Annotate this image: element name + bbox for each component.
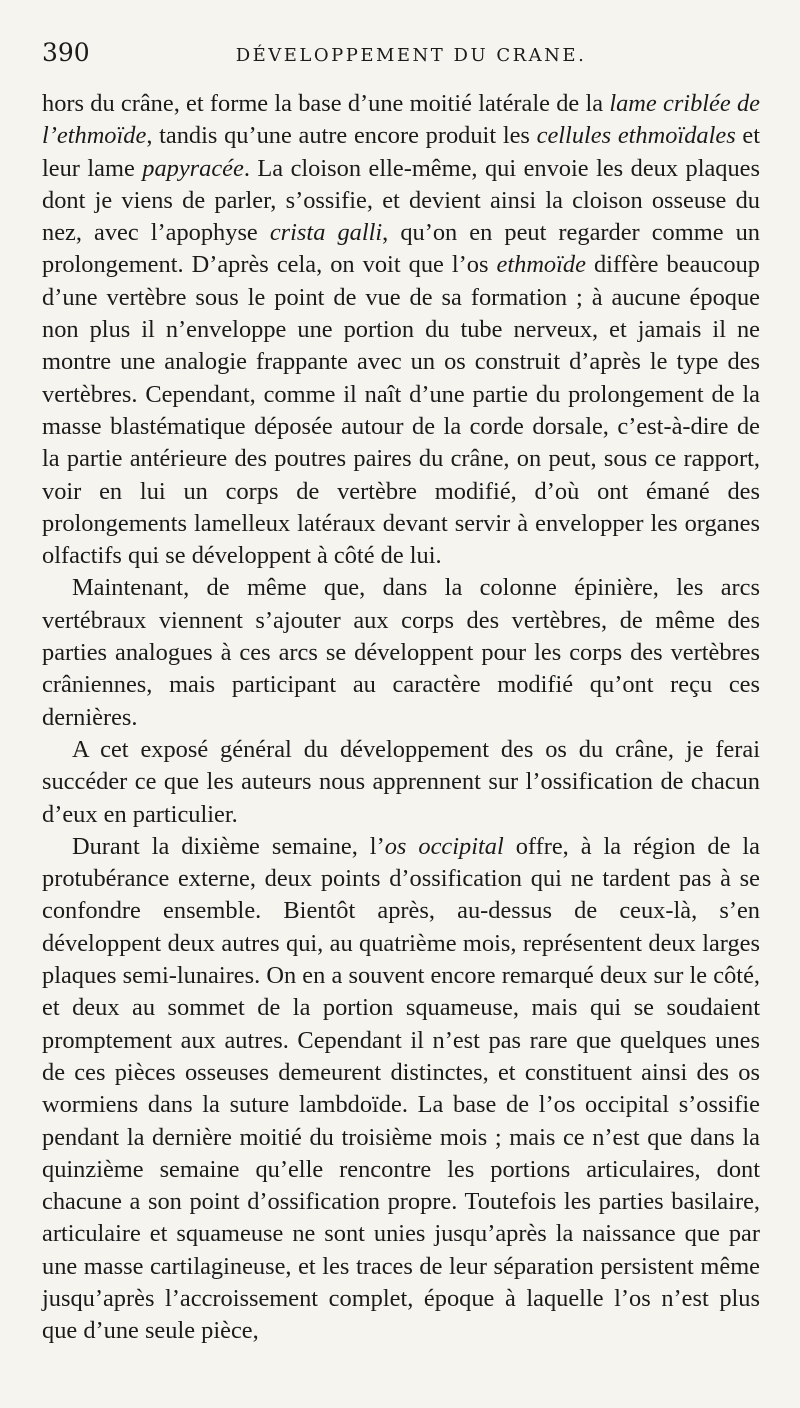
- text-run: offre, à la région de la protubérance externe, deux points d’ossification qui ne tardent pas à se confondre ensemble. Bientôt après, au-dessus de ceux-là, s’en développent deux autres qui, au quatrième mois, représentent deux larges plaques semi-lunaires. On en a souvent encore remarqué deux sur le côté, et deux au sommet de la portion squameuse, mais qui se soudaient promptement aux autres. Cependant il n’est pas rare que quelques unes de ces pièces osseuses demeurent distinctes, et constituent ainsi des os wormiens dans la suture lambdoïde. La base de l’os occipital s’ossifie pendant la dernière moitié du troisième mois ; mais ce n’est que dans la quinzième semaine qu’elle rencontre les portions articulaires, dont chacune a son point d’ossification propre. Toutefois les parties basilaire, articulaire et squameuse ne sont unies jusqu’après la naissance que par une masse cartilagineuse, et les traces de leur séparation persistent même jusqu’après l’accroissement complet, époque à laquelle l’os n’est plus que d’une seule pièce,: [42, 832, 760, 1345]
- italic-term: papyracée: [142, 154, 244, 182]
- text-run: . La cloison elle-même, qui envoie les deux plaques dont je viens de parler, s’ossifie, et devient ainsi la cloison osseuse du nez, avec l’apophyse: [42, 154, 761, 247]
- page-number: 390: [42, 38, 90, 67]
- italic-term: ethmoïde: [496, 251, 586, 279]
- text-run: hors du crâne, et forme la base d’une moitié latérale de la: [42, 90, 610, 117]
- paragraph: [42, 572, 760, 733]
- body-text: [42, 88, 760, 1348]
- text-run: diffère beaucoup d’une vertèbre sous le point de vue de sa formation ; à aucune époque non plus il n’enveloppe une portion du tube nerveux, et jamais il ne montre une analogie frappante avec un os construit d’après le type des vertèbres. Cependant, comme il naît d’une partie du prolongement de la masse blastématique déposée autour de la corde dorsale, c’est-à-dire de la partie antérieure des poutres paires du crâne, on peut, sous ce rapport, voir en lui un corps de vertèbre modifié, d’où ont émané des prolongements lamelleux latéraux devant servir à envelopper les organes olfactifs qui se développent à côté de lui.: [42, 251, 760, 570]
- italic-term: crista galli: [269, 219, 383, 247]
- text-run: Durant la dixième semaine, l’: [72, 832, 385, 860]
- italic-term: lame criblée de l’ethmoïde: [42, 90, 760, 150]
- text-run: A cet exposé général du développement des os du crâne, je ferai succéder ce que les auteurs nous apprennent sur l’ossification de chacun d’eux en particulier.: [42, 735, 760, 828]
- text-run: Maintenant, de même que, dans la colonne épinière, les arcs vertébraux viennent s’ajouter aux corps des vertèbres, de même des parties analogues à ces arcs se développent pour les corps des vertèbres crâniennes, mais participant au caractère modifié qu’ont reçu ces dernières.: [42, 574, 760, 731]
- running-head: DÉVELOPPEMENT DU CRANE.: [235, 45, 587, 66]
- paragraph: [42, 831, 760, 1348]
- text-run: et leur lame: [42, 122, 761, 182]
- text-run: , tandis qu’une autre encore produit les: [146, 122, 537, 150]
- text-run: , qu’on en peut regarder comme un prolongement. D’après cela, on voit que l’os: [42, 219, 760, 279]
- italic-term: cellules ethmoïdales: [536, 122, 736, 150]
- paragraph: [42, 88, 760, 572]
- paragraph: [42, 734, 760, 831]
- italic-term: os occipital: [384, 832, 504, 860]
- page-header: [42, 38, 760, 78]
